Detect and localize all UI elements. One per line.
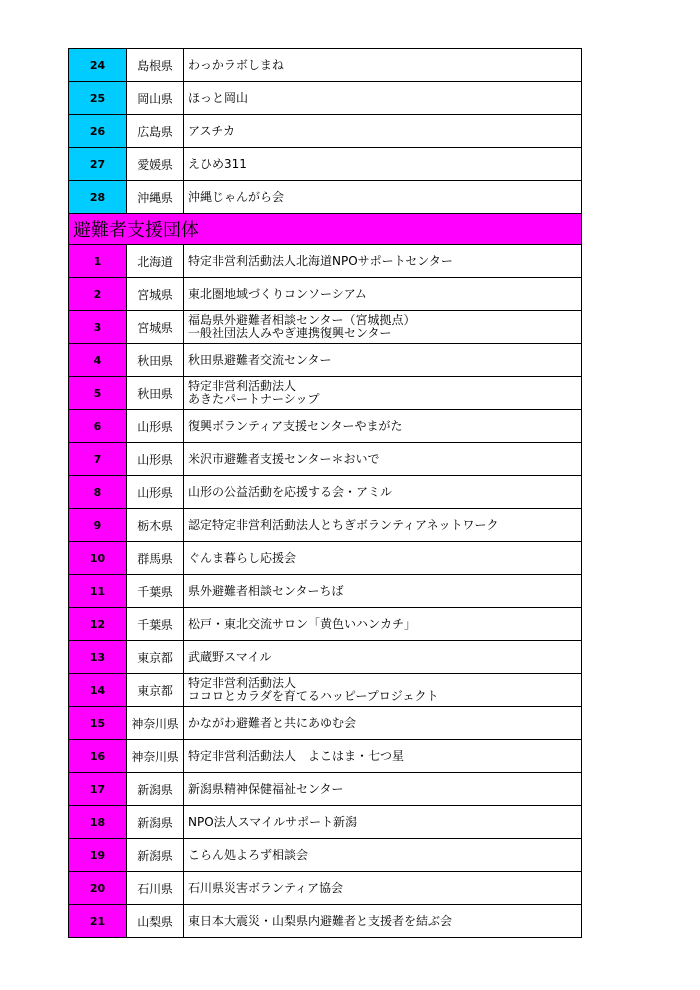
organization-cell <box>184 278 582 311</box>
row-number: 21 <box>69 905 127 938</box>
row-number: 24 <box>69 49 127 82</box>
organization-cell <box>184 707 582 740</box>
table-row <box>69 410 582 443</box>
organization-cell <box>184 608 582 641</box>
organization-name: 特定非営利活動法人 よこはま・七つ星 <box>188 748 405 763</box>
section-title: 避難者支援団体 <box>69 214 582 245</box>
table-row <box>69 905 582 938</box>
organization-name: 石川県災害ボランティア協会 <box>188 880 344 895</box>
table-row <box>69 311 582 344</box>
prefecture-cell: 新潟県 <box>127 773 184 806</box>
row-number: 28 <box>69 181 127 214</box>
table-row <box>69 839 582 872</box>
organization-name: 武蔵野スマイル <box>188 649 272 664</box>
row-number: 17 <box>69 773 127 806</box>
prefecture-cell: 石川県 <box>127 872 184 905</box>
prefecture-cell: 新潟県 <box>127 806 184 839</box>
table-row <box>69 707 582 740</box>
organization-cell <box>184 49 582 82</box>
table-row <box>69 674 582 707</box>
organization-cell <box>184 410 582 443</box>
row-number: 4 <box>69 344 127 377</box>
organization-name: ほっと岡山 <box>188 90 249 105</box>
organization-name: えひめ311 <box>188 156 247 171</box>
row-number: 8 <box>69 476 127 509</box>
organization-name: わっかラボしまね <box>188 57 284 72</box>
row-number: 14 <box>69 674 127 707</box>
organization-cell <box>184 148 582 181</box>
prefecture-cell: 神奈川県 <box>127 707 184 740</box>
prefecture-cell: 東京都 <box>127 641 184 674</box>
organization-cell <box>184 82 582 115</box>
organization-cell <box>184 181 582 214</box>
organization-cell <box>184 674 582 707</box>
row-number: 25 <box>69 82 127 115</box>
row-number: 2 <box>69 278 127 311</box>
organization-name: 一般社団法人みやぎ連携復興センター <box>188 326 392 340</box>
table-row <box>69 542 582 575</box>
organization-cell <box>184 311 582 344</box>
prefecture-cell: 宮城県 <box>127 311 184 344</box>
organization-name: 東日本大震災・山梨県内避難者と支援者を結ぶ会 <box>188 913 453 928</box>
table-row <box>69 641 582 674</box>
prefecture-cell: 新潟県 <box>127 839 184 872</box>
organization-cell <box>184 641 582 674</box>
table-row <box>69 443 582 476</box>
prefecture-cell: 山形県 <box>127 443 184 476</box>
row-number: 19 <box>69 839 127 872</box>
support-organizations-table <box>68 48 582 938</box>
table-row <box>69 245 582 278</box>
organization-cell <box>184 773 582 806</box>
organization-cell <box>184 872 582 905</box>
prefecture-cell: 愛媛県 <box>127 148 184 181</box>
organization-name: アスチカ <box>188 123 236 138</box>
table-row <box>69 49 582 82</box>
organization-name: NPO法人スマイルサポート新潟 <box>188 814 358 829</box>
table-row <box>69 181 582 214</box>
prefecture-cell: 群馬県 <box>127 542 184 575</box>
table-row <box>69 509 582 542</box>
prefecture-cell: 沖縄県 <box>127 181 184 214</box>
prefecture-cell: 岡山県 <box>127 82 184 115</box>
organization-name: 認定特定非営利活動法人とちぎボランティアネットワーク <box>188 517 499 532</box>
row-number: 18 <box>69 806 127 839</box>
prefecture-cell: 北海道 <box>127 245 184 278</box>
organization-cell <box>184 542 582 575</box>
table-row <box>69 148 582 181</box>
prefecture-cell: 千葉県 <box>127 608 184 641</box>
row-number: 6 <box>69 410 127 443</box>
row-number: 10 <box>69 542 127 575</box>
organization-name: あきたパートナーシップ <box>188 392 320 406</box>
organization-cell <box>184 443 582 476</box>
organization-cell <box>184 115 582 148</box>
organization-cell <box>184 575 582 608</box>
organization-name: 新潟県精神保健福祉センター <box>188 781 344 796</box>
organization-name: 県外避難者相談センターちば <box>188 583 344 598</box>
prefecture-cell: 宮城県 <box>127 278 184 311</box>
row-number: 3 <box>69 311 127 344</box>
row-number: 12 <box>69 608 127 641</box>
row-number: 26 <box>69 115 127 148</box>
row-number: 20 <box>69 872 127 905</box>
organization-name: 松戸・東北交流サロン「黄色いハンカチ」 <box>188 616 417 631</box>
organization-name: 特定非営利活動法人 <box>188 676 297 690</box>
organization-name: ぐんま暮らし応援会 <box>188 550 297 565</box>
organization-name: 特定非営利活動法人北海道NPOサポートセンター <box>188 253 453 268</box>
prefecture-cell: 秋田県 <box>127 344 184 377</box>
table-row <box>69 476 582 509</box>
row-number: 5 <box>69 377 127 410</box>
organization-cell <box>184 245 582 278</box>
prefecture-cell: 秋田県 <box>127 377 184 410</box>
group-a-rows <box>69 49 582 214</box>
organization-name: 福島県外避難者相談センター（宮城拠点） <box>188 313 416 327</box>
organization-cell <box>184 509 582 542</box>
prefecture-cell: 広島県 <box>127 115 184 148</box>
organization-cell <box>184 740 582 773</box>
organization-name: かながわ避難者と共にあゆむ会 <box>188 715 357 730</box>
table-row <box>69 82 582 115</box>
table-row <box>69 575 582 608</box>
table-row <box>69 740 582 773</box>
organization-name: 特定非営利活動法人 <box>188 379 297 393</box>
organization-cell <box>184 806 582 839</box>
row-number: 16 <box>69 740 127 773</box>
prefecture-cell: 島根県 <box>127 49 184 82</box>
table-row <box>69 608 582 641</box>
prefecture-cell: 山梨県 <box>127 905 184 938</box>
prefecture-cell: 栃木県 <box>127 509 184 542</box>
prefecture-cell: 神奈川県 <box>127 740 184 773</box>
group-b-rows <box>69 245 582 938</box>
row-number: 27 <box>69 148 127 181</box>
organization-cell <box>184 377 582 410</box>
table-row <box>69 773 582 806</box>
organization-name: こらん処よろず相談会 <box>188 847 309 862</box>
organization-cell <box>184 344 582 377</box>
organization-name: 山形の公益活動を応援する会・アミル <box>188 484 393 499</box>
organization-name: 秋田県避難者交流センター <box>188 352 332 367</box>
section-row <box>69 214 582 245</box>
organization-cell <box>184 476 582 509</box>
prefecture-cell: 山形県 <box>127 410 184 443</box>
table-row <box>69 806 582 839</box>
table-row <box>69 344 582 377</box>
table-row <box>69 872 582 905</box>
prefecture-cell: 山形県 <box>127 476 184 509</box>
table-row <box>69 377 582 410</box>
organization-cell <box>184 905 582 938</box>
row-number: 13 <box>69 641 127 674</box>
row-number: 7 <box>69 443 127 476</box>
row-number: 1 <box>69 245 127 278</box>
organization-name: 復興ボランティア支援センターやまがた <box>188 418 403 433</box>
table-row <box>69 278 582 311</box>
organization-name: 米沢市避難者支援センター＊おいで <box>188 451 380 466</box>
row-number: 9 <box>69 509 127 542</box>
organization-name: ココロとカラダを育てるハッピープロジェクト <box>188 689 439 703</box>
prefecture-cell: 千葉県 <box>127 575 184 608</box>
section-header <box>69 214 582 245</box>
organization-name: 東北圏地域づくりコンソーシアム <box>188 286 367 301</box>
prefecture-cell: 東京都 <box>127 674 184 707</box>
row-number: 11 <box>69 575 127 608</box>
row-number: 15 <box>69 707 127 740</box>
organization-cell <box>184 839 582 872</box>
table-row <box>69 115 582 148</box>
organization-name: 沖縄じゃんがら会 <box>188 189 285 204</box>
